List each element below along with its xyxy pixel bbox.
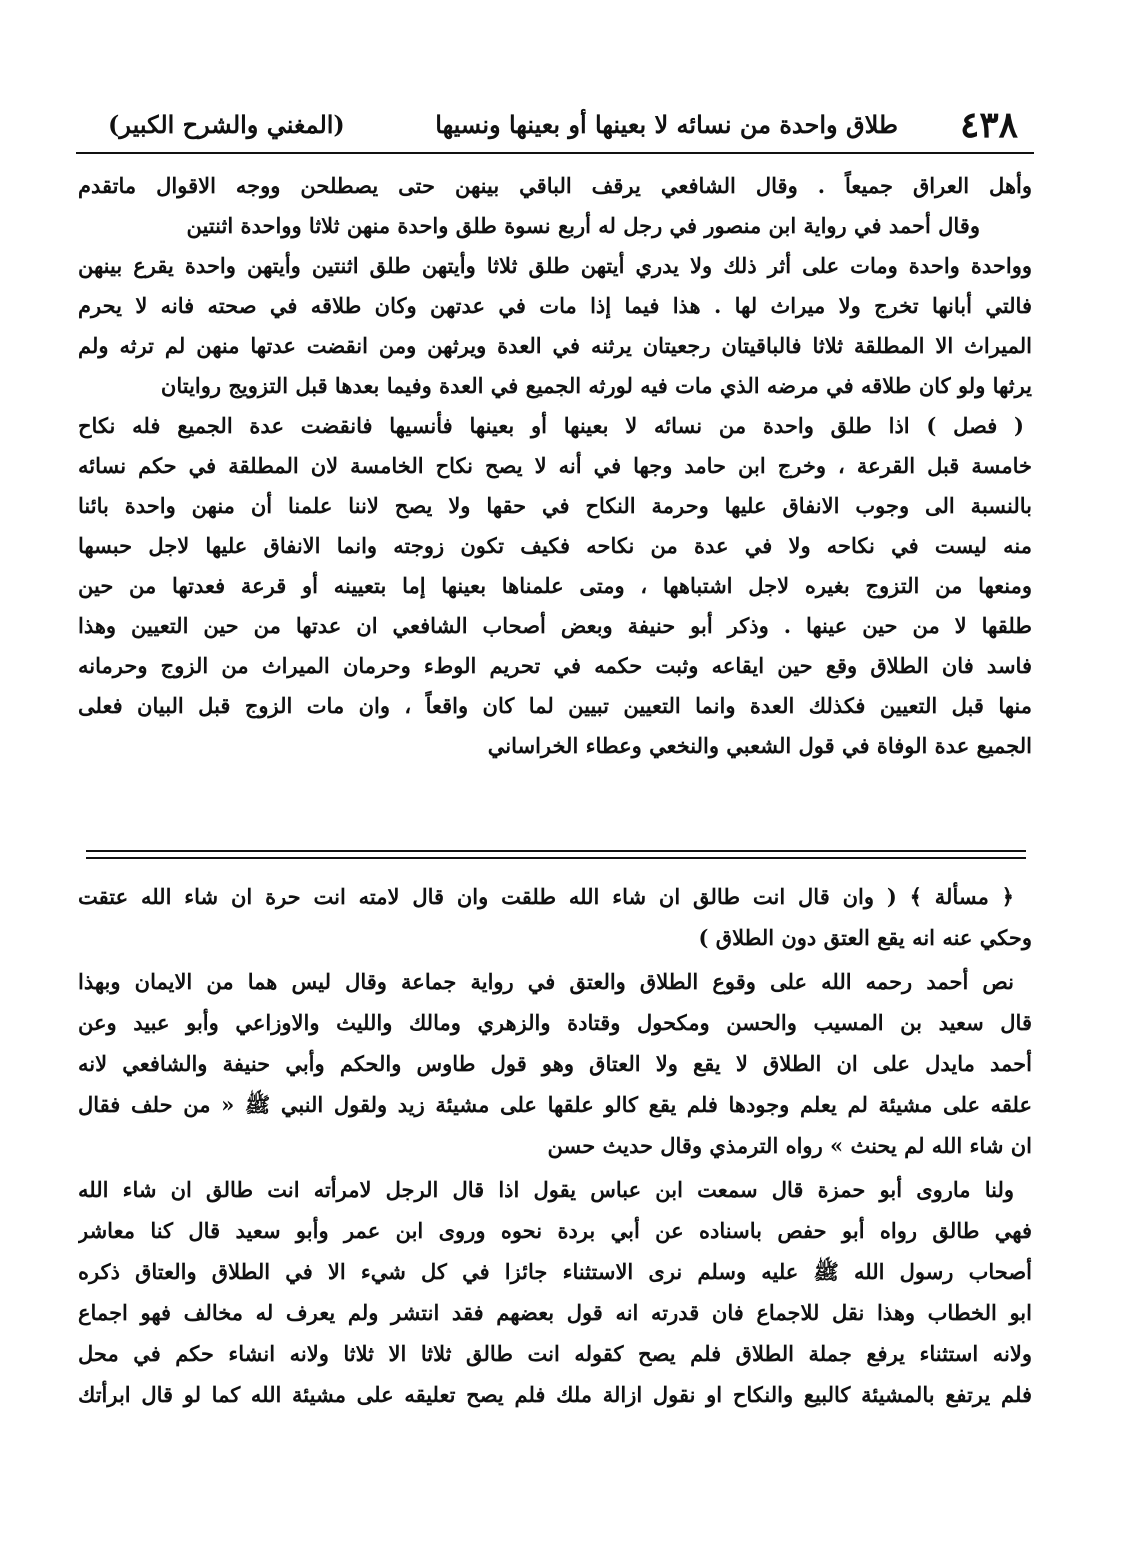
book-title: (المغني والشرح الكبير) xyxy=(108,110,345,139)
text-line: فلم يرتفع بالمشيئة كالبيع والنكاح او نقول ازالة ملك فلم يصح تعليقه على مشيئة الله كما لو قال ابرأتك xyxy=(78,1382,1032,1407)
running-title: طلاق واحدة من نسائه لا بعينها أو بعينها ونسيها xyxy=(435,110,898,139)
text-line: فهي طالق رواه أبو حفص باسناده عن أبي بردة نحوه وروى ابن عمر وأبو سعيد قال كنا معاشر xyxy=(78,1218,1032,1243)
text-line: منها قبل التعيين فكذلك العدة وانما التعيين تبيين لما كان واقعاً ، وان مات الزوج قبل البيان فعلى xyxy=(78,693,1032,718)
text-line: بالنسبة الى وجوب الانفاق عليها وحرمة النكاح في حقها ولا يصح لاننا علمنا أن منهن واحدة بائنا xyxy=(78,493,1032,518)
text-line: ولنا ماروى أبو حمزة قال سمعت ابن عباس يقول اذا قال الرجل لامرأته انت طالق ان شاء الله xyxy=(78,1177,1014,1202)
section-divider xyxy=(86,850,1026,852)
text-line: الميراث الا المطلقة ثلاثا فالباقيتان رجعيتان يرثنه في العدة ويرثهن ومن انقضت عدتها منهن لم ترثه ولم xyxy=(78,333,1032,358)
commentary-section xyxy=(78,876,1032,1415)
text-line: وحكي عنه انه يقع العتق دون الطلاق ) xyxy=(698,925,1032,950)
text-line: وواحدة واحدة ومات على أثر ذلك ولا يدري أيتهن طلق ثلاثا وأيتهن طلق اثنتين وأيتهن واحدة يقرع بينهن xyxy=(78,253,1032,278)
page-number: ٤٣٨ xyxy=(959,104,1018,146)
text-line: ولانه استثناء يرفع جملة الطلاق فلم يصح كقوله انت طالق ثلاثا الا ثلاثا ولانه انشاء حكم في محل xyxy=(78,1341,1032,1366)
section-divider xyxy=(86,857,1026,859)
text-line: خامسة قبل القرعة ، وخرج ابن حامد وجها في أنه لا يصح نكاح الخامسة لان المطلقة في حكم نسائه xyxy=(78,453,1032,478)
text-line: ﴿ مسألة ﴾ ( وان قال انت طالق ان شاء الله طلقت وان قال لامته انت حرة ان شاء الله عتقت xyxy=(78,884,1014,909)
header-rule xyxy=(76,152,1034,154)
text-line: وقال أحمد في رواية ابن منصور في رجل له أربع نسوة طلق واحدة منهن ثلاثا وواحدة اثنتين xyxy=(186,213,980,238)
text-line: ان شاء الله لم يحنث » رواه الترمذي وقال حديث حسن xyxy=(547,1133,1032,1158)
text-line: ومنعها من التزوج بغيره لاجل اشتباهها ، ومتى علمناها بعينها إما بتعيينه أو قرعة فعدتها من حين xyxy=(78,573,1032,598)
text-line: ابو الخطاب وهذا نقل للاجماع فان قدرته انه قول بعضهم فقد انتشر ولم يعرف له مخالف فهو اجماع xyxy=(78,1300,1032,1325)
page-header xyxy=(108,100,1018,150)
text-line: يرثها ولو كان طلاقه في مرضه الذي مات فيه لورثه الجميع في العدة وفيما بعدها قبل التزويج روايتان xyxy=(160,373,1032,398)
text-line: فالتي أبانها تخرج ولا ميراث لها . هذا فيما إذا مات في عدتهن وكان طلاقه في صحته فانه لا يحرم xyxy=(78,293,1032,318)
main-text-section xyxy=(78,166,1032,766)
text-line: أحمد مايدل على ان الطلاق لا يقع ولا العتاق وهو قول طاوس والحكم وأبي حنيفة والشافعي لانه xyxy=(78,1051,1032,1076)
text-line: الجميع عدة الوفاة في قول الشعبي والنخعي وعطاء الخراساني xyxy=(487,733,1032,758)
text-line: وأهل العراق جميعاً . وقال الشافعي يرقف الباقي بينهن حتى يصطلحن ووجه الاقوال ماتقدم xyxy=(78,173,1032,198)
text-line: قال سعيد بن المسيب والحسن ومكحول وقتادة والزهري ومالك والليث والاوزاعي وأبو عبيد وعن xyxy=(78,1010,1032,1035)
text-line: منه ليست في نكاحه ولا في عدة من نكاحه فكيف تكون زوجته وانما الانفاق عليها لاجل حبسها xyxy=(78,533,1032,558)
text-line: طلقها لا من حين عينها . وذكر أبو حنيفة وبعض أصحاب الشافعي ان عدتها من حين التعيين وهذا xyxy=(78,613,1032,638)
text-line: نص أحمد رحمه الله على وقوع الطلاق والعتق في رواية جماعة وقال ليس هما من الايمان وبهذا xyxy=(78,969,1014,994)
text-line: فاسد فان الطلاق وقع حين ايقاعه وثبت حكمه في تحريم الوطء وحرمان الميراث من الزوج وحرمانه xyxy=(78,653,1032,678)
text-line: أصحاب رسول الله ﷺ عليه وسلم نرى الاستثناء جائزا في كل شيء الا في الطلاق والعتاق ذكره xyxy=(78,1259,1032,1284)
text-line: علقه على مشيئة لم يعلم وجودها فلم يقع كالو علقها على مشيئة زيد ولقول النبي ﷺ « من حلف فقال xyxy=(78,1092,1032,1117)
text-line: ( فصل ) اذا طلق واحدة من نسائه لا بعينها أو بعينها فأنسيها فانقضت عدة الجميع فله نكاح xyxy=(78,413,1024,438)
